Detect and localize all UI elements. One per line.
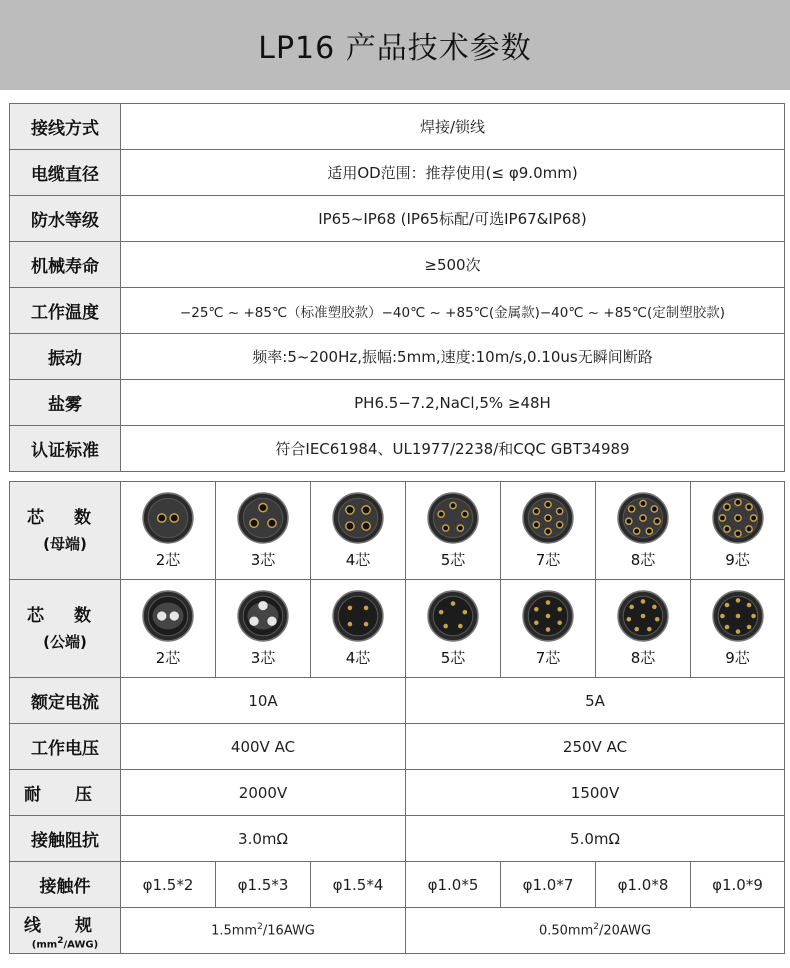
wire-right-a: 0.50mm bbox=[538, 923, 594, 939]
spec-table bbox=[9, 103, 785, 472]
spec-value: 焊接/锁线 bbox=[121, 104, 785, 150]
wire-gauge-left bbox=[121, 908, 406, 954]
withstand-voltage-label: 耐 压 bbox=[10, 770, 121, 816]
spec-value: IP65~IP68 (IP65标配/可选IP67&IP68) bbox=[121, 196, 785, 242]
spec-value: ≥500次 bbox=[121, 242, 785, 288]
connector-male-8pin-icon bbox=[616, 589, 670, 643]
pin-count-text: 2芯 bbox=[155, 649, 181, 667]
connector-female-4pin-icon bbox=[331, 491, 385, 545]
wire-unit-sup: 2 bbox=[57, 935, 64, 946]
working-voltage-left: 400V AC bbox=[121, 724, 406, 770]
contact-spec: φ1.5*4 bbox=[311, 862, 406, 908]
spec-label: 防水等级 bbox=[10, 196, 121, 242]
contacts-label: 接触件 bbox=[10, 862, 121, 908]
female-end-label: (母端) bbox=[43, 535, 87, 554]
spec-label: 工作温度 bbox=[10, 288, 121, 334]
contact-spec: φ1.5*3 bbox=[216, 862, 311, 908]
connector-female-5pin-icon bbox=[426, 491, 480, 545]
connector-female-8pin-icon bbox=[616, 491, 670, 545]
connector-male-3pin-icon bbox=[236, 589, 290, 643]
contacts-row bbox=[10, 862, 785, 908]
pin-count-label: 芯 数 bbox=[27, 605, 103, 626]
wire-right-b: /20AWG bbox=[598, 923, 652, 939]
contact-spec: φ1.0*5 bbox=[406, 862, 501, 908]
contact-resistance-label: 接触阻抗 bbox=[10, 816, 121, 862]
pin-count-text: 3芯 bbox=[250, 649, 276, 667]
male-end-label: (公端) bbox=[43, 633, 87, 652]
wire-gauge-label bbox=[10, 908, 121, 954]
connector-female-3pin-icon bbox=[236, 491, 290, 545]
page-header bbox=[0, 0, 790, 90]
spec-value: 频率:5~200Hz,振幅:5mm,速度:10m/s,0.10us无瞬间断路 bbox=[121, 334, 785, 380]
pin-count-label: 芯 数 bbox=[27, 507, 103, 528]
pin-count-text: 8芯 bbox=[630, 649, 656, 667]
withstand-voltage-left: 2000V bbox=[121, 770, 406, 816]
spec-row-cable-diameter bbox=[10, 150, 785, 196]
spec-row-wiring bbox=[10, 104, 785, 150]
wire-gauge-unit bbox=[10, 936, 120, 950]
wire-left-sup: 2 bbox=[257, 922, 263, 933]
pin-count-text: 9芯 bbox=[725, 551, 750, 569]
spec-label: 机械寿命 bbox=[10, 242, 121, 288]
male-pin-row bbox=[10, 580, 785, 678]
pin-count-text: 5芯 bbox=[440, 649, 466, 667]
wire-gauge-title: 线 规 bbox=[24, 915, 106, 936]
pin-count-text: 3芯 bbox=[250, 551, 276, 569]
wire-unit-a: (mm bbox=[31, 939, 58, 951]
spec-row-salt-spray bbox=[10, 380, 785, 426]
working-voltage-row bbox=[10, 724, 785, 770]
wire-left-a: 1.5mm bbox=[211, 923, 258, 939]
contact-spec: φ1.0*8 bbox=[596, 862, 691, 908]
pin-count-text: 8芯 bbox=[630, 551, 656, 569]
spec-row-certification bbox=[10, 426, 785, 472]
withstand-voltage-row bbox=[10, 770, 785, 816]
connector-female-9pin-icon bbox=[711, 491, 765, 545]
connector-male-2pin-icon bbox=[141, 589, 195, 643]
contact-spec: φ1.0*7 bbox=[501, 862, 596, 908]
wire-left-b: /16AWG bbox=[262, 923, 315, 939]
spec-row-waterproof bbox=[10, 196, 785, 242]
spec-label: 接线方式 bbox=[10, 104, 121, 150]
spec-value: −25℃ ~ +85℃（标准塑胶款）−40℃ ~ +85℃(金属款)−40℃ ~ +85℃(定制塑胶款) bbox=[121, 288, 785, 334]
female-pin-label bbox=[10, 482, 121, 580]
working-voltage-right: 250V AC bbox=[406, 724, 785, 770]
pin-count-text: 7芯 bbox=[535, 551, 561, 569]
contact-spec: φ1.5*2 bbox=[121, 862, 216, 908]
working-voltage-label: 工作电压 bbox=[10, 724, 121, 770]
male-pin-label bbox=[10, 580, 121, 678]
connector-male-5pin-icon bbox=[426, 589, 480, 643]
pin-table bbox=[9, 481, 785, 954]
withstand-voltage-right: 1500V bbox=[406, 770, 785, 816]
female-pin-row bbox=[10, 482, 785, 580]
spec-row-vibration bbox=[10, 334, 785, 380]
rated-current-left: 10A bbox=[121, 678, 406, 724]
connector-male-7pin-icon bbox=[521, 589, 575, 643]
spec-value: 符合IEC61984、UL1977/2238/和CQC GBT34989 bbox=[121, 426, 785, 472]
connector-male-4pin-icon bbox=[331, 589, 385, 643]
connector-male-9pin-icon bbox=[711, 589, 765, 643]
spec-label: 认证标准 bbox=[10, 426, 121, 472]
contact-resistance-row bbox=[10, 816, 785, 862]
pin-count-text: 9芯 bbox=[725, 649, 750, 667]
connector-female-7pin-icon bbox=[521, 491, 575, 545]
pin-count-text: 2芯 bbox=[155, 551, 181, 569]
rated-current-right: 5A bbox=[406, 678, 785, 724]
contact-resistance-left: 3.0mΩ bbox=[121, 816, 406, 862]
wire-unit-b: /AWG) bbox=[63, 939, 99, 951]
spec-value: PH6.5−7.2,NaCl,5% ≥48H bbox=[121, 380, 785, 426]
pin-count-text: 4芯 bbox=[345, 551, 371, 569]
rated-current-label: 额定电流 bbox=[10, 678, 121, 724]
wire-gauge-right bbox=[406, 908, 785, 954]
spec-label: 盐雾 bbox=[10, 380, 121, 426]
wire-right-sup: 2 bbox=[593, 922, 599, 933]
contact-resistance-right: 5.0mΩ bbox=[406, 816, 785, 862]
rated-current-row bbox=[10, 678, 785, 724]
spec-label: 振动 bbox=[10, 334, 121, 380]
connector-female-2pin-icon bbox=[141, 491, 195, 545]
wire-gauge-row bbox=[10, 908, 785, 954]
page-title: LP16 产品技术参数 bbox=[258, 31, 532, 66]
pin-count-text: 4芯 bbox=[345, 649, 371, 667]
spec-row-temperature bbox=[10, 288, 785, 334]
pin-count-text: 7芯 bbox=[535, 649, 561, 667]
spec-row-mechanical-life bbox=[10, 242, 785, 288]
pin-count-text: 5芯 bbox=[440, 551, 466, 569]
spec-value: 适用OD范围：推荐使用(≤ φ9.0mm) bbox=[121, 150, 785, 196]
contact-spec: φ1.0*9 bbox=[691, 862, 785, 908]
spec-label: 电缆直径 bbox=[10, 150, 121, 196]
